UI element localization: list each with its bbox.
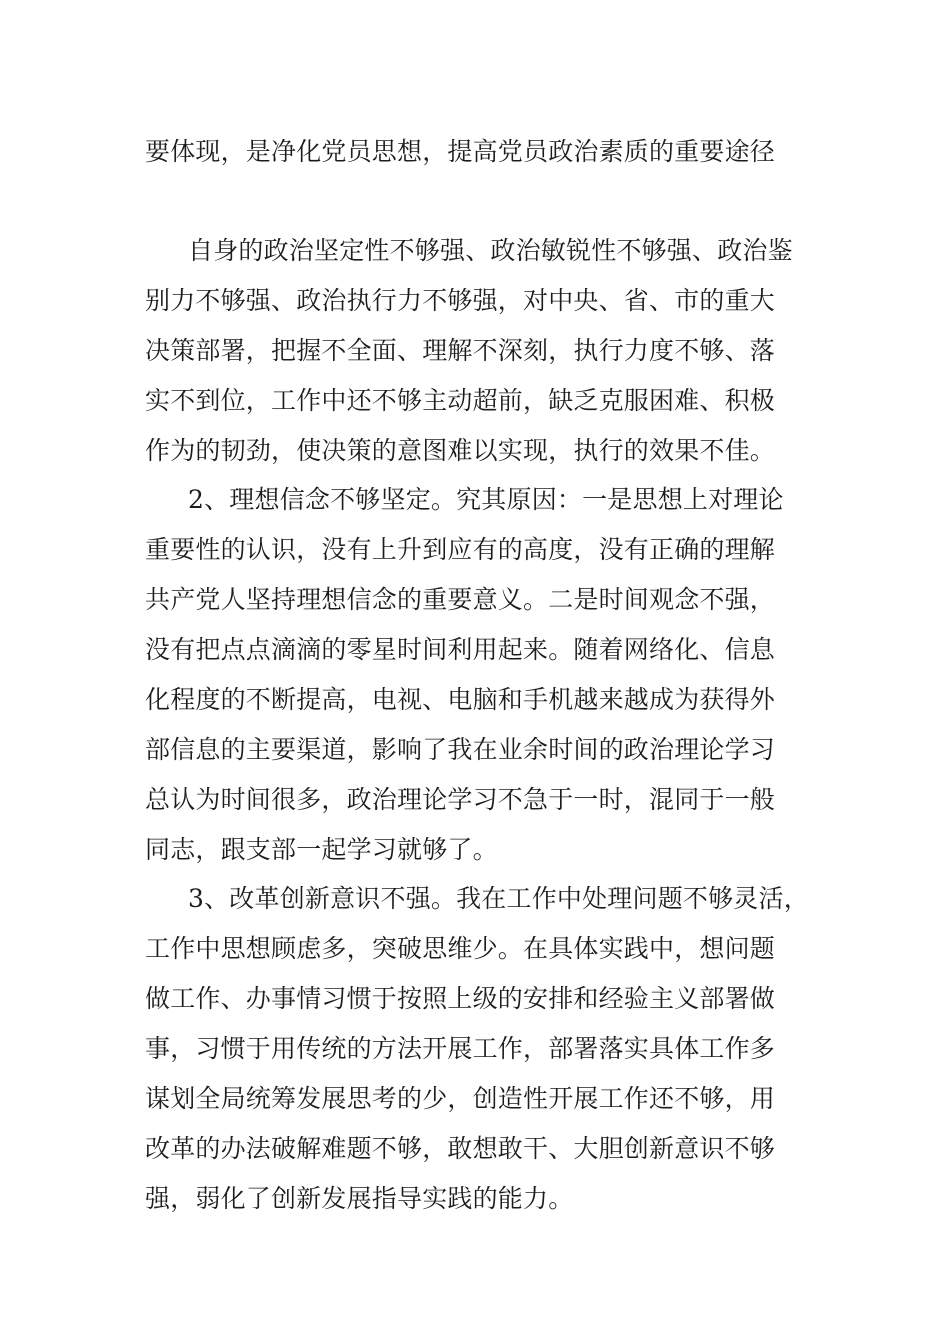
text-line: 自身的政治坚定性不够强、政治敏锐性不够强、政治鉴	[188, 236, 793, 265]
text-line: 实不到位，工作中还不够主动超前，缺乏克服困难、积极	[145, 386, 776, 415]
top-line: 要体现，是净化党员思想，提高党员政治素质的重要途径	[145, 137, 776, 166]
text-line: 化程度的不断提高，电视、电脑和手机越来越成为获得外	[145, 685, 776, 714]
text-line: 别力不够强、政治执行力不够强，对中央、省、市的重大	[145, 286, 776, 315]
text-line: 3、改革创新意识不强。我在工作中处理问题不够灵活，	[188, 884, 809, 913]
text-line: 同志，跟支部一起学习就够了。	[145, 835, 498, 864]
text-line: 谋划全局统筹发展思考的少，创造性开展工作还不够，用	[145, 1084, 776, 1113]
text-line: 作为的韧劲，使决策的意图难以实现，执行的效果不佳。	[145, 436, 776, 465]
text-line: 改革的办法破解难题不够，敢想敢干、大胆创新意识不够	[145, 1134, 776, 1163]
text-line: 决策部署，把握不全面、理解不深刻，执行力度不够、落	[145, 336, 776, 365]
text-line: 没有把点点滴滴的零星时间利用起来。随着网络化、信息	[145, 635, 776, 664]
text-line: 强，弱化了创新发展指导实践的能力。	[145, 1184, 574, 1213]
text-line: 总认为时间很多，政治理论学习不急于一时，混同于一般	[145, 785, 776, 814]
text-line: 做工作、办事情习惯于按照上级的安排和经验主义部署做	[145, 984, 776, 1013]
text-line: 事，习惯于用传统的方法开展工作，部署落实具体工作多	[145, 1034, 776, 1063]
text-line: 部信息的主要渠道，影响了我在业余时间的政治理论学习	[145, 735, 776, 764]
text-line: 重要性的认识，没有上升到应有的高度，没有正确的理解	[145, 535, 776, 564]
text-line: 工作中思想顾虑多，突破思维少。在具体实践中，想问题	[145, 934, 776, 963]
text-line: 2、理想信念不够坚定。究其原因：一是思想上对理论	[188, 485, 784, 514]
text-line: 共产党人坚持理想信念的重要意义。二是时间观念不强，	[145, 585, 776, 614]
